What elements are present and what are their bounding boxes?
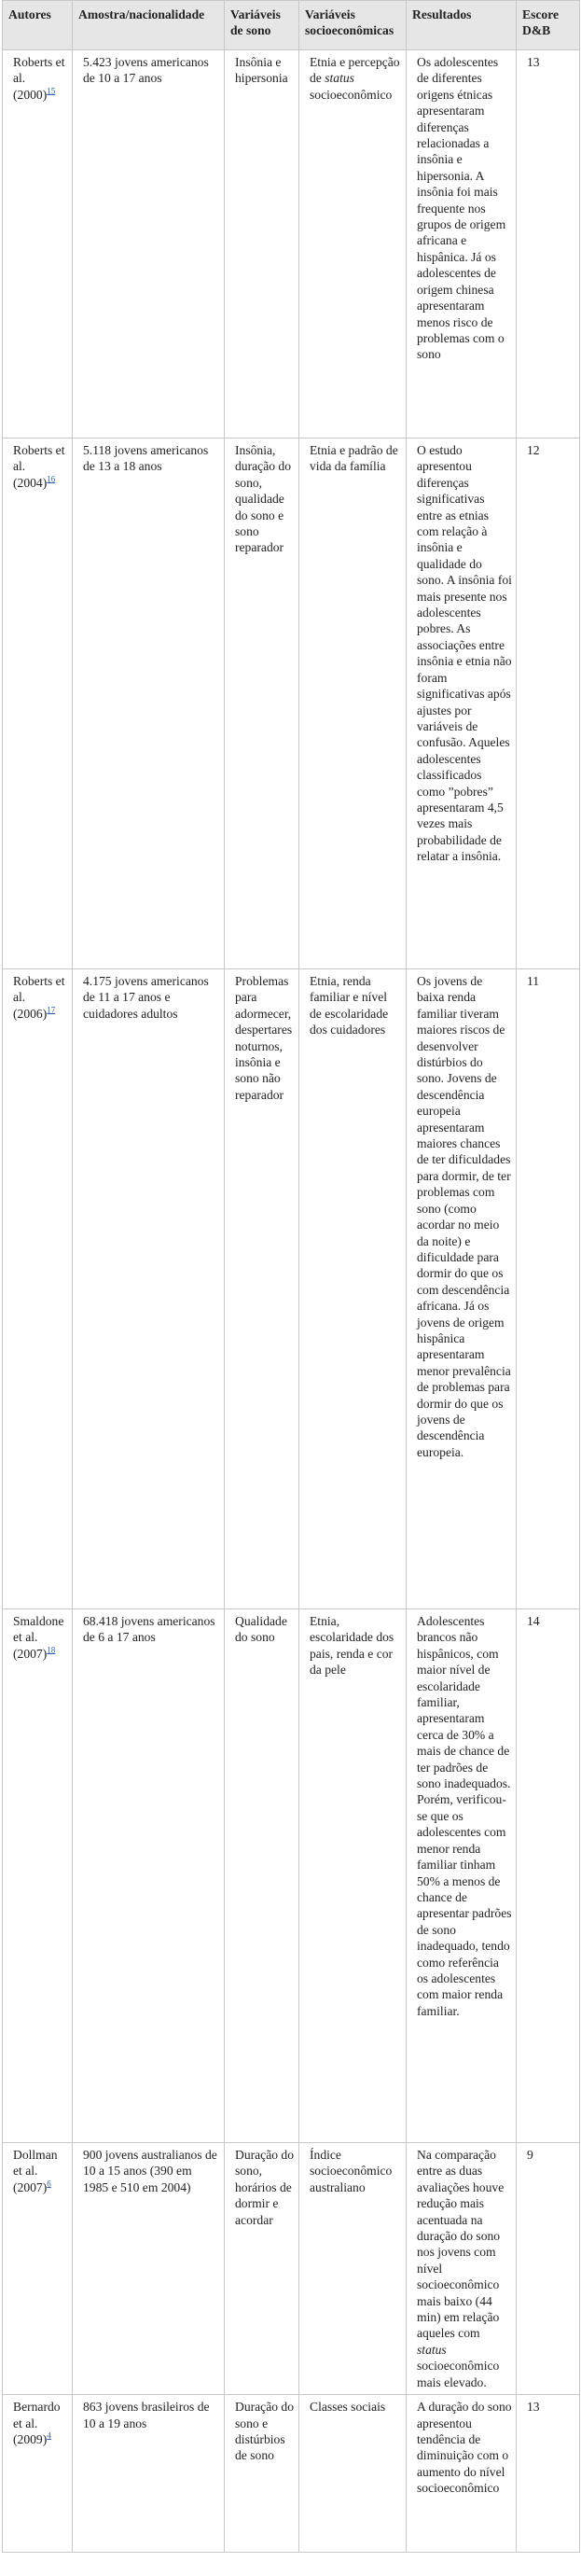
socioeconomic-variables-cell: Etnia e padrão de vida da família xyxy=(299,439,407,969)
header-resultados: Resultados xyxy=(407,1,517,50)
sleep-variables-cell: Duração do sono, horários de dormir e acordar xyxy=(225,2143,299,2395)
author-cell: Dollman et al. (2007)$^6$ xyxy=(3,2143,73,2395)
reference-link[interactable]: 4 xyxy=(47,2430,51,2441)
score-cell: 13 xyxy=(517,50,580,439)
results-cell: Na comparação entre as duas avaliações houve redução mais acentuada na duração do sono nos jovens com nível socioeconômico mais baixo (44 min) em relação aqueles com status socioeconômico mais elevado. xyxy=(407,2143,517,2395)
header-autores: Autores xyxy=(3,1,73,50)
results-cell: O estudo apresentou diferenças significativas entre as etnias com relação à insônia e qualidade do sono. A insônia foi mais presente nos adolescentes pobres. As associações entre insônia e etnia não foram significativas após ajustes por variáveis de confusão. Aqueles adolescentes classificados como ”pobres” apresentaram 4,5 vezes mais probabilidade de relatar a insônia. xyxy=(407,439,517,969)
reference-link[interactable]: 18 xyxy=(47,1645,56,1655)
table-row xyxy=(3,969,580,1609)
sample-cell: 5.423 jovens americanos de 10 a 17 anos xyxy=(73,50,225,439)
sleep-variables-cell: Insônia e hipersonia xyxy=(225,50,299,439)
results-cell: Os jovens de baixa renda familiar tiveram maiores riscos de desenvolver distúrbios do sono. Jovens de descendência europeia apresentaram maiores chances de ter dificuldades para dormir, de ter problemas com sono (como acordar no meio da noite) e dificuldade para dormir do que os com descendência africana. Já os jovens de origem hispânica apresentaram menor prevalência de problemas para dormir do que os jovens de descendência europeia. xyxy=(407,969,517,1609)
socioeconomic-variables-cell: Índice socioeconômico australiano xyxy=(299,2143,407,2395)
sample-cell: 5.118 jovens americanos de 13 a 18 anos xyxy=(73,439,225,969)
sample-cell: 68.418 jovens americanos de 6 a 17 anos xyxy=(73,1609,225,2143)
table-row xyxy=(3,2143,580,2395)
header-escore: Escore D&B xyxy=(517,1,580,50)
score-cell: 9 xyxy=(517,2143,580,2395)
sample-cell: 900 jovens australianos de 10 a 15 anos (390 em 1985 e 510 em 2004) xyxy=(73,2143,225,2395)
sleep-variables-cell: Qualidade do sono xyxy=(225,1609,299,2143)
reference-link[interactable]: 17 xyxy=(47,1005,56,1015)
sleep-variables-cell: Insônia, duração do sono, qualidade do sono e sono reparador xyxy=(225,439,299,969)
table-row xyxy=(3,2395,580,2553)
author-cell: Roberts et al. (2006)$^{17}$ xyxy=(3,969,73,1609)
sleep-variables-cell: Duração do sono e distúrbios de sono xyxy=(225,2395,299,2553)
header-variaveis-socioeconomicas: Variáveis socioeconômicas xyxy=(299,1,407,50)
author-cell: Roberts et al. (2004)$^{16}$ xyxy=(3,439,73,969)
author-cell: Bernardo et al. (2009)$^4$ xyxy=(3,2395,73,2553)
sample-cell: 4.175 jovens americanos de 11 a 17 anos e cuidadores adultos xyxy=(73,969,225,1609)
reference-link[interactable]: 6 xyxy=(47,2179,51,2189)
results-cell: Adolescentes brancos não hispânicos, com maior nível de escolaridade familiar, apresentaram cerca de 30% a mais de chance de ter padrões de sono inadequados. Porém, verificou-se que os adolescentes com menor renda familiar tinham 50% a menos de chance de apresentar padrões de sono inadequado, tendo como referência os adolescentes com maior renda familiar. xyxy=(407,1609,517,2143)
score-cell: 14 xyxy=(517,1609,580,2143)
results-cell: A duração do sono apresentou tendência de diminuição com o aumento do nível socioeconômico xyxy=(407,2395,517,2553)
header-variaveis-sono: Variáveis de sono xyxy=(225,1,299,50)
socioeconomic-variables-cell: Etnia, escolaridade dos pais, renda e cor da pele xyxy=(299,1609,407,2143)
author-cell: Smaldone et al. (2007)$^{18}$ xyxy=(3,1609,73,2143)
table-header xyxy=(3,1,580,50)
socioeconomic-variables-cell: Classes sociais xyxy=(299,2395,407,2553)
socioeconomic-variables-cell: Etnia e percepção de status socioeconômico xyxy=(299,50,407,439)
score-cell: 11 xyxy=(517,969,580,1609)
header-amostra: Amostra/nacionalidade xyxy=(73,1,225,50)
sleep-variables-cell: Problemas para adormecer, despertares noturnos, insônia e sono não reparador xyxy=(225,969,299,1609)
table-row xyxy=(3,439,580,969)
studies-table xyxy=(2,0,580,2553)
author-cell: Roberts et al. (2000)$^{15}$ xyxy=(3,50,73,439)
sample-cell: 863 jovens brasileiros de 10 a 19 anos xyxy=(73,2395,225,2553)
socioeconomic-variables-cell: Etnia, renda familiar e nível de escolaridade dos cuidadores xyxy=(299,969,407,1609)
results-cell: Os adolescentes de diferentes origens étnicas apresentaram diferenças relacionadas a insônia e hipersonia. A insônia foi mais frequente nos grupos de origem africana e hispânica. Já os adolescentes de origem chinesa apresentaram menos risco de problemas com o sono xyxy=(407,50,517,439)
reference-link[interactable]: 16 xyxy=(47,474,56,484)
table-row xyxy=(3,1609,580,2143)
score-cell: 12 xyxy=(517,439,580,969)
table-row xyxy=(3,50,580,439)
score-cell: 13 xyxy=(517,2395,580,2553)
reference-link[interactable]: 15 xyxy=(47,86,56,96)
